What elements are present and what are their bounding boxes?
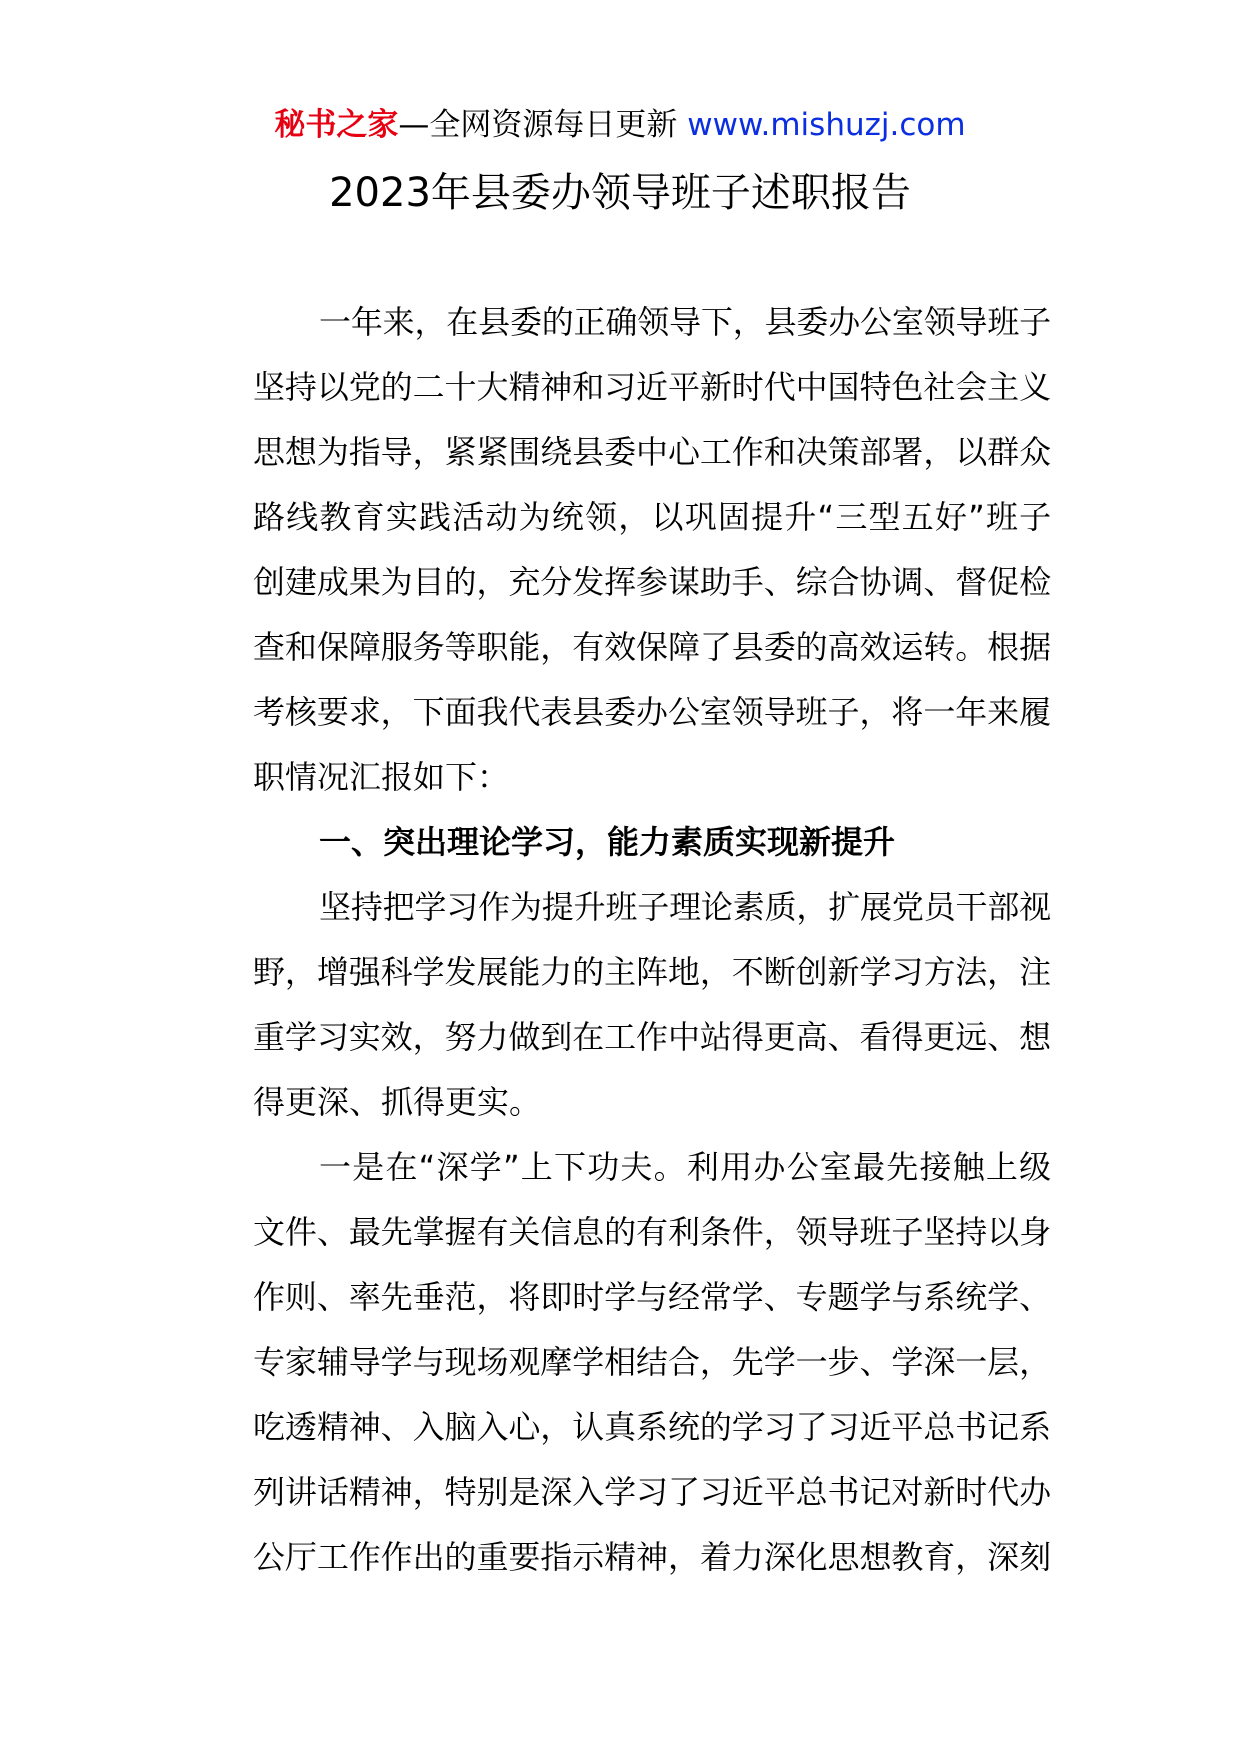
paragraph-line: 文件、最先掌握有关信息的有利条件，领导班子坚持以身 (253, 1213, 1052, 1251)
paragraph-line: 列讲话精神，特别是深入学习了习近平总书记对新时代办 (253, 1473, 1052, 1511)
paragraph-line: 得更深、抓得更实。 (253, 1083, 542, 1121)
paragraph-line: 一是在“深学”上下功夫。利用办公室最先接触上级 (319, 1148, 1053, 1186)
section-heading-1 (189, 810, 1051, 875)
paragraph-line: 路线教育实践活动为统领，以巩固提升“三型五好”班子 (253, 498, 1053, 536)
paragraph-line: 坚持把学习作为提升班子理论素质，扩展党员干部视 (319, 888, 1052, 926)
paragraph-line: 野，增强科学发展能力的主阵地，不断创新学习方法，注 (253, 953, 1052, 991)
paragraph-line: 坚持以党的二十大精神和习近平新时代中国特色社会主义 (253, 368, 1052, 406)
heading-line: 一、突出理论学习，能力素质实现新提升 (319, 823, 896, 861)
paragraph-deep-study (189, 1135, 1051, 1590)
paragraph-line: 重学习实效，努力做到在工作中站得更高、看得更远、想 (253, 1018, 1052, 1056)
brand-name: 秘书之家 (274, 107, 399, 143)
site-url-link[interactable]: www.mishuzj.com (687, 107, 966, 143)
paragraph-line: 思想为指导，紧紧围绕县委中心工作和决策部署，以群众 (253, 433, 1052, 471)
document-body (189, 290, 1051, 1590)
paragraph-line: 公厅工作作出的重要指示精神，着力深化思想教育，深刻 (253, 1538, 1052, 1576)
paragraph-line: 作则、率先垂范，将即时学与经常学、专题学与系统学、 (253, 1278, 1052, 1316)
paragraph-line: 一年来，在县委的正确领导下，县委办公室领导班子 (319, 303, 1052, 341)
paragraph-line: 专家辅导学与现场观摩学相结合，先学一步、学深一层， (253, 1343, 1052, 1381)
paragraph-intro (189, 290, 1051, 810)
paragraph-line: 职情况汇报如下： (253, 758, 510, 796)
paragraph-line: 创建成果为目的，充分发挥参谋助手、综合协调、督促检 (253, 563, 1052, 601)
paragraph-line: 吃透精神、入脑入心，认真系统的学习了习近平总书记系 (253, 1408, 1052, 1446)
document-title: 2023年县委办领导班子述职报告 (329, 170, 911, 216)
site-slogan: —全网资源每日更新 (398, 107, 678, 143)
site-header (0, 100, 1240, 150)
paragraph-line: 查和保障服务等职能，有效保障了县委的高效运转。根据 (253, 628, 1052, 666)
paragraph-section-1-summary (189, 875, 1051, 1135)
paragraph-line: 考核要求，下面我代表县委办公室领导班子，将一年来履 (253, 693, 1052, 731)
